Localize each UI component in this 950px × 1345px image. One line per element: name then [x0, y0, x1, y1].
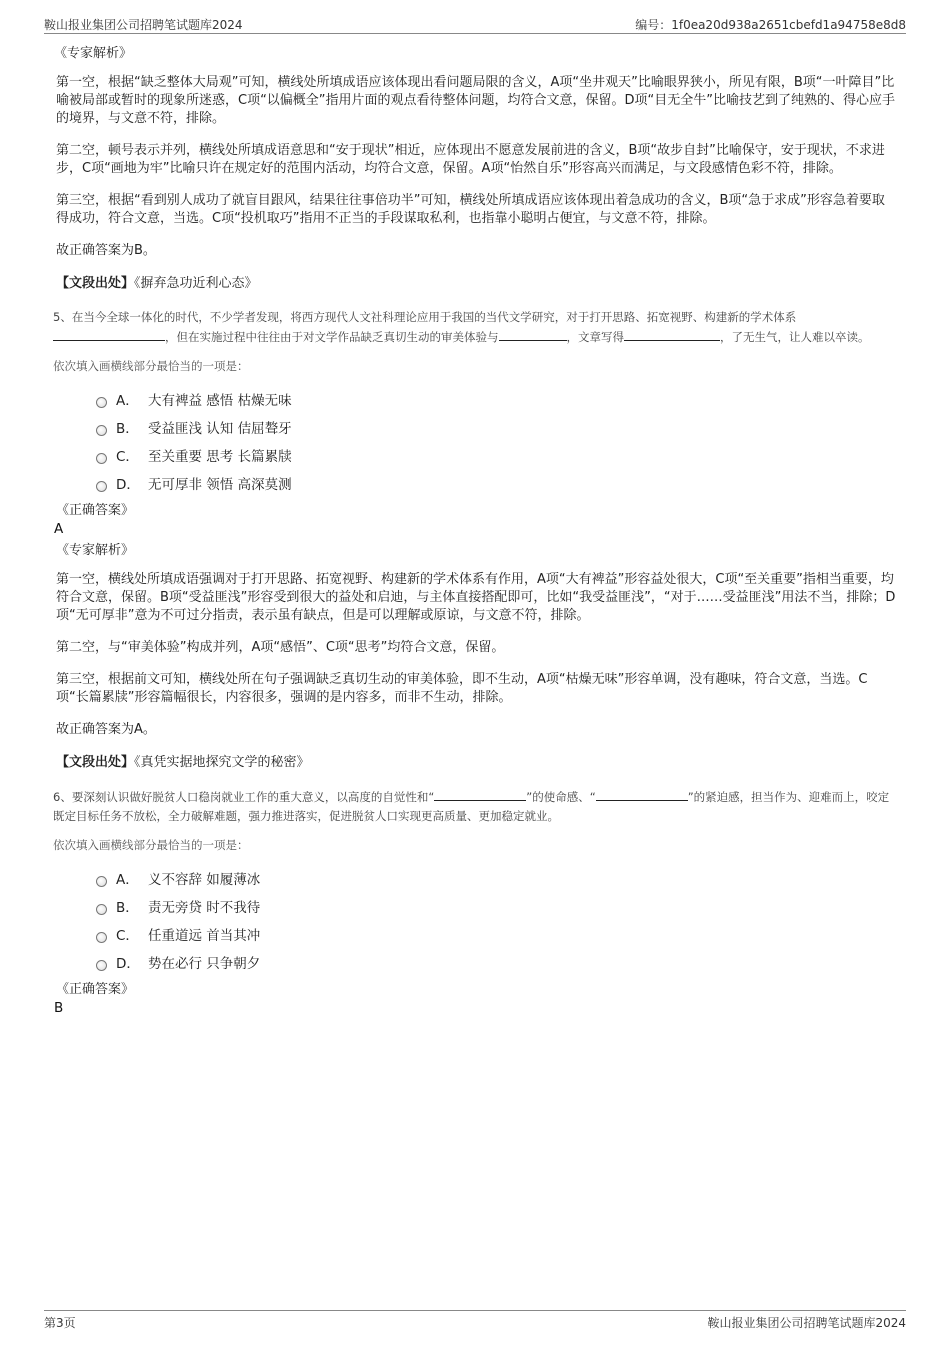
footer-title: 鞍山报业集团公司招聘笔试题库2024 — [707, 1316, 906, 1330]
radio-icon[interactable] — [96, 397, 107, 408]
source-tag: 【文段出处】 — [56, 755, 135, 770]
header-doc-id: 编号：1f0ea20d938a2651cbefd1a94758e8d8 — [635, 18, 906, 32]
option-d[interactable]: D． 无可厚非 领悟 高深莫测 — [96, 471, 896, 499]
question-text: ”的紧迫感，担当作为、迎难而上，咬定既定目标任务不放松，全力破解难题，强力推进落实，促进脱贫人口实现更高质量、更加稳定就业。 — [53, 790, 890, 823]
analysis-paragraph: 第二空，与“审美体验”构成并列，A项“感悟”、C项“思考”均符合文意，保留。 — [56, 640, 505, 655]
question-text: 6、要深刻认识做好脱贫人口稳岗就业工作的重大意义，以高度的自觉性和“ — [53, 790, 435, 804]
source-citation — [56, 274, 896, 294]
page-content — [53, 44, 896, 1016]
option-b[interactable]: B． 受益匪浅 认知 佶屈聱牙 — [96, 415, 896, 443]
option-a[interactable]: A． 大有裨益 感悟 枯燥无味 — [96, 387, 896, 415]
analysis-paragraph: 第一空，根据“缺乏整体大局观”可知，横线处所填成语应该体现出看问题局限的含义，A项“坐井观天”比喻眼界狭小，所见有限，B项“一叶障目”比喻被局部或暂时的现象所迷惑，C项“以偏概全”指用片面的观点看待整体问题，均符合文意，保留。D项“目无全牛”比喻技艺到了纯熟的、得心应手的境界，与文意不符，排除。 — [56, 75, 896, 126]
radio-icon[interactable] — [96, 481, 107, 492]
fill-blank — [53, 327, 165, 341]
question-text: 5、在当今全球一体化的时代，不少学者发现，将西方现代人文社科理论应用于我国的当代文学研究，对于打开思路、拓宽视野、构建新的学术体系 — [53, 310, 797, 324]
question-prompt: 依次填入画横线部分最恰当的一项是： — [53, 359, 249, 373]
source-tag: 【文段出处】 — [56, 276, 135, 291]
fill-blank — [624, 327, 720, 341]
question-text: ，文章写得 — [566, 330, 624, 344]
option-d[interactable]: D． 势在必行 只争朝夕 — [96, 950, 896, 978]
analysis-paragraph: 第三空，根据前文可知，横线处所在句子强调缺乏真切生动的审美体验，即不生动，A项“枯燥无味”形容单调，没有趣味，符合文意，当选。C项“长篇累牍”形容篇幅很长，内容很多，强调的是内容多，而非不生动，排除。 — [56, 672, 868, 705]
header-divider — [44, 33, 906, 34]
header-title: 鞍山报业集团公司招聘笔试题库2024 — [44, 18, 243, 32]
analysis-label: 《专家解析》 — [54, 46, 133, 61]
option-list — [96, 387, 896, 499]
question-text: ，了无生气，让人难以卒读。 — [720, 330, 870, 344]
analysis-conclusion: 故正确答案为B。 — [56, 243, 156, 258]
analysis-paragraph: 第一空，横线处所填成语强调对于打开思路、拓宽视野、构建新的学术体系有作用，A项“大有裨益”形容益处很大，C项“至关重要”指相当重要，均符合文意，保留。B项“受益匪浅”形容受到很大的益处和启迪，与主体直接搭配即可，比如“我受益匪浅”，“对于……受益匪浅”用法不当，排除；D项“无可厚非”意为不可过分指责，表示虽有缺点，但是可以理解或原谅，与文意不符，排除。 — [56, 572, 896, 623]
answer-label: 《正确答案》 — [56, 503, 135, 518]
source-citation — [56, 753, 896, 773]
answer-value: B — [54, 1000, 64, 1016]
answer-value: A — [54, 521, 64, 537]
analysis-paragraph: 第三空，根据“看到别人成功了就盲目跟风，结果往往事倍功半”可知，横线处所填成语应该体现出着急成功的含义，B项“急于求成”形容急着要取得成功，符合文意，当选。C项“投机取巧”指用不正当的手段谋取私利，也指靠小聪明占便宜，与文意不符，排除。 — [56, 193, 885, 226]
fill-blank — [434, 787, 526, 801]
option-c[interactable]: C． 任重道远 首当其冲 — [96, 922, 896, 950]
radio-icon[interactable] — [96, 960, 107, 971]
fill-blank — [596, 787, 688, 801]
question-5-stem — [53, 308, 896, 347]
fill-blank — [499, 327, 567, 341]
footer-divider — [44, 1310, 906, 1311]
question-prompt: 依次填入画横线部分最恰当的一项是： — [53, 838, 249, 852]
radio-icon[interactable] — [96, 876, 107, 887]
analysis-label: 《专家解析》 — [56, 543, 135, 558]
option-list — [96, 866, 896, 978]
page-footer — [44, 1314, 906, 1332]
option-b[interactable]: B． 责无旁贷 时不我待 — [96, 894, 896, 922]
source-title: 《摒弃急功近利心态》 — [134, 276, 258, 291]
radio-icon[interactable] — [96, 932, 107, 943]
question-text: ”的使命感、“ — [526, 790, 596, 804]
radio-icon[interactable] — [96, 453, 107, 464]
radio-icon[interactable] — [96, 904, 107, 915]
source-title: 《真凭实据地探究文学的秘密》 — [134, 755, 310, 770]
radio-icon[interactable] — [96, 425, 107, 436]
analysis-paragraph: 第二空，顿号表示并列，横线处所填成语意思和“安于现状”相近，应体现出不愿意发展前进的含义，B项“故步自封”比喻保守，安于现状，不求进步，C项“画地为牢”比喻只许在规定好的范围内活动，均符合文意，保留。A项“怡然自乐”形容高兴而满足，与文段感情色彩不符，排除。 — [56, 143, 885, 176]
option-a[interactable]: A． 义不容辞 如履薄冰 — [96, 866, 896, 894]
option-c[interactable]: C． 至关重要 思考 长篇累牍 — [96, 443, 896, 471]
page-number: 第3页 — [44, 1316, 76, 1330]
answer-label: 《正确答案》 — [56, 982, 135, 997]
page-header — [44, 16, 906, 34]
question-6-stem — [53, 787, 896, 826]
analysis-conclusion: 故正确答案为A。 — [56, 722, 156, 737]
question-text: ，但在实施过程中往往由于对文学作品缺乏真切生动的审美体验与 — [165, 330, 499, 344]
